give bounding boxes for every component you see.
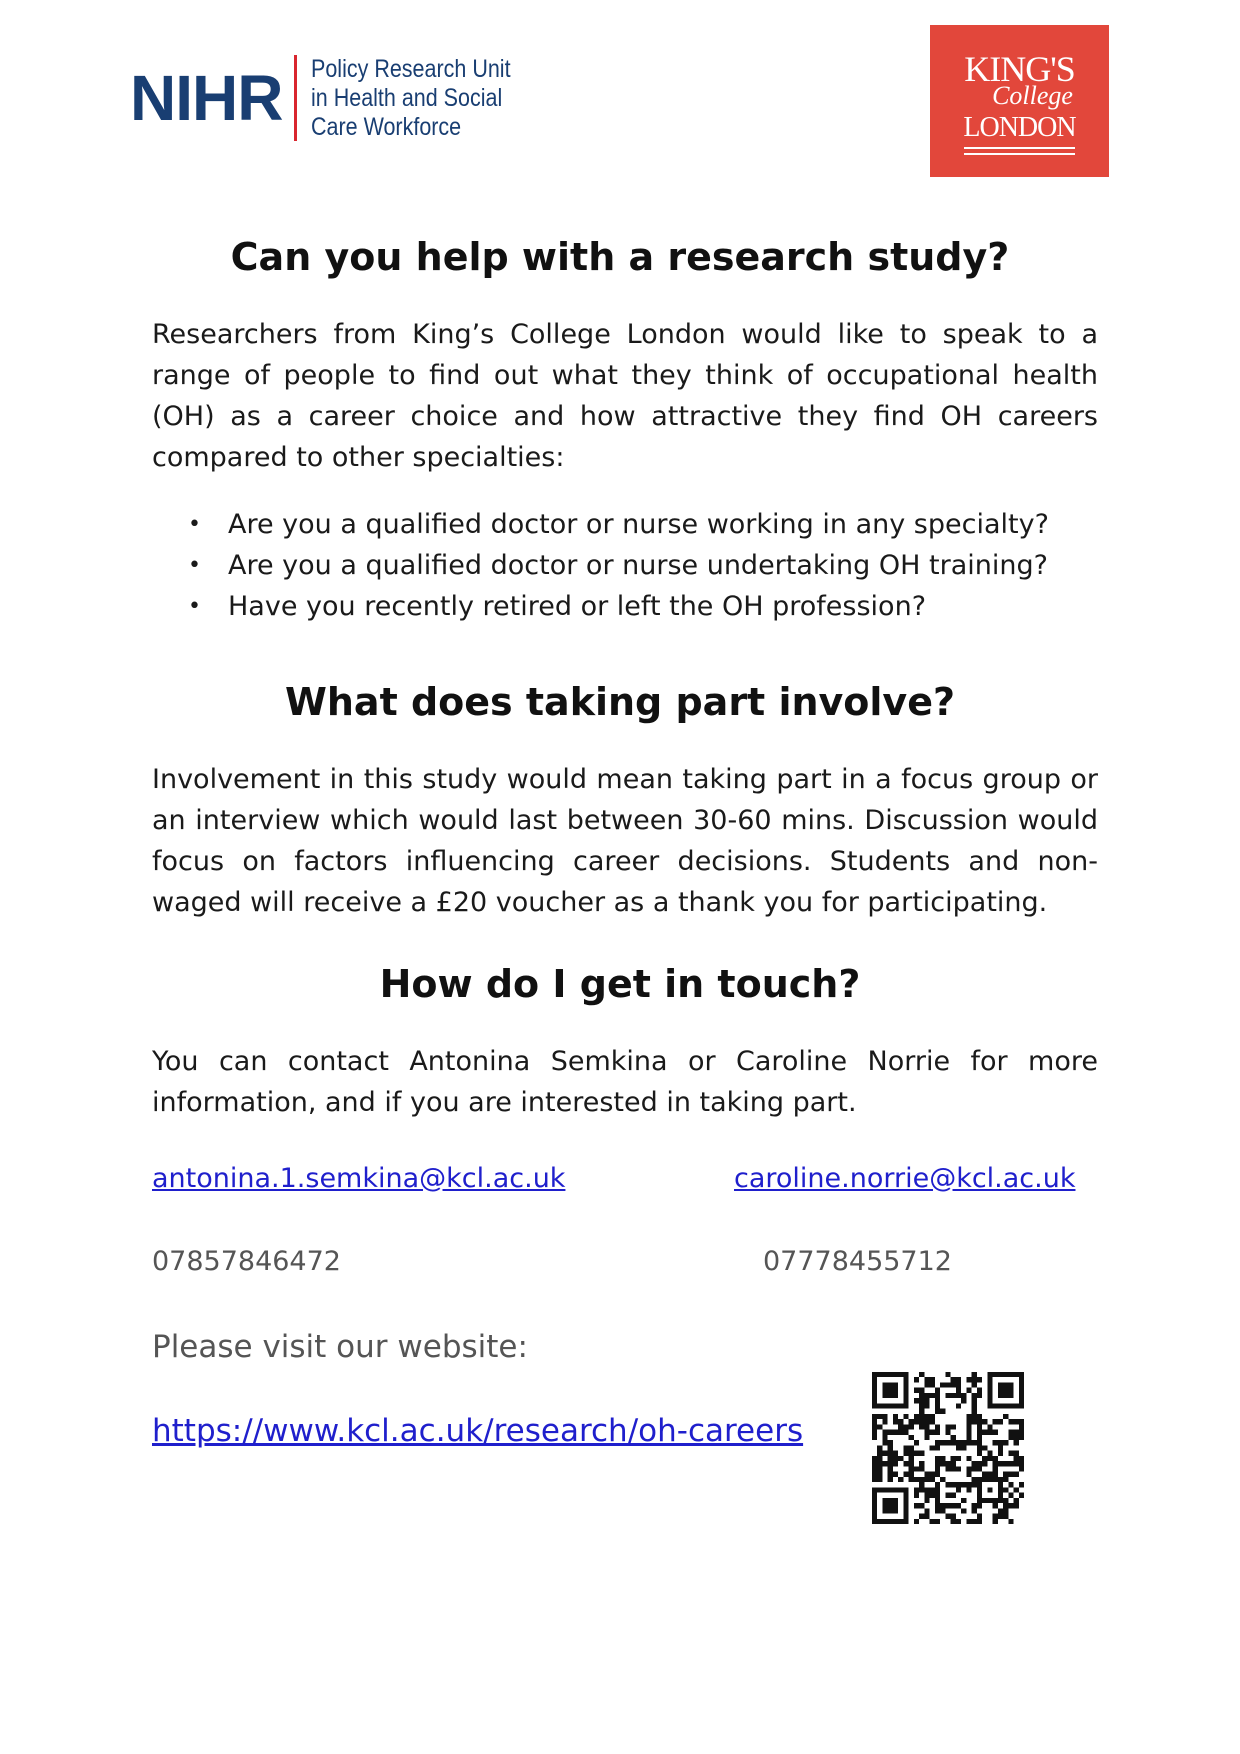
- kcl-logo: [930, 25, 1109, 177]
- kcl-logo-line: LONDON: [963, 112, 1076, 143]
- kcl-logo-rule: [964, 147, 1075, 149]
- involve-paragraph: Involvement in this study would mean taking part in a focus group or an interview which would last between 30-60 mins. Discussion would focus on factors influencing career decisions. Students and non-waged will receive a £20 voucher as a thank you for participating.: [152, 764, 1098, 918]
- nihr-unit-name: [311, 55, 511, 142]
- email-link-norrie[interactable]: caroline.norrie@kcl.ac.uk: [734, 1163, 1076, 1194]
- contact-paragraph: You can contact Antonina Semkina or Caroline Norrie for more information, and if you are interested in taking part.: [152, 1046, 1098, 1118]
- nihr-unit-line: Policy Research Unit: [311, 54, 511, 83]
- kcl-logo-line: College: [992, 81, 1073, 110]
- list-item: • Are you a qualified doctor or nurse undertaking OH training?: [152, 545, 1098, 586]
- kcl-logo-rule: [964, 153, 1075, 155]
- qr-code-icon[interactable]: [872, 1372, 1024, 1524]
- email-link-semkina[interactable]: antonina.1.semkina@kcl.ac.uk: [152, 1163, 566, 1194]
- kcl-logo-line: KING'S: [964, 49, 1075, 89]
- involve-heading: What does taking part involve?: [284, 680, 956, 724]
- eligibility-list: [152, 504, 1098, 627]
- phone-semkina: 07857846472: [152, 1246, 341, 1277]
- list-item: • Are you a qualified doctor or nurse working in any specialty?: [152, 504, 1098, 545]
- phone-norrie: 07778455712: [763, 1246, 952, 1277]
- nihr-logo: [130, 52, 543, 144]
- nihr-unit-line: Care Workforce: [311, 112, 462, 141]
- website-label: Please visit our website:: [152, 1329, 528, 1365]
- intro-paragraph: Researchers from King’s College London would like to speak to a range of people to find out what they think of occupational health (OH) as a career choice and how attractive they find OH careers compared to other specialties:: [152, 319, 1098, 473]
- contact-heading: How do I get in touch?: [379, 962, 861, 1006]
- nihr-unit-line: in Health and Social: [311, 83, 503, 112]
- list-item: • Have you recently retired or left the OH profession?: [152, 586, 1098, 627]
- nihr-divider: [294, 55, 297, 141]
- intro-heading: Can you help with a research study?: [230, 235, 1010, 279]
- nihr-wordmark: NIHR: [130, 62, 283, 134]
- website-link[interactable]: https://www.kcl.ac.uk/research/oh-careers: [152, 1413, 804, 1449]
